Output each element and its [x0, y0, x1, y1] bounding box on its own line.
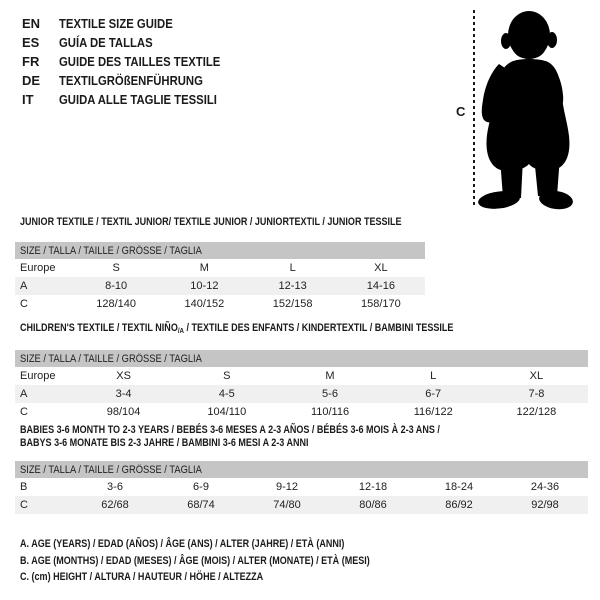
language-code: ES	[22, 35, 40, 50]
size-header-label: SIZE / TALLA / TAILLE / GRÖSSE / TAGLIA	[20, 352, 202, 365]
size-cell: 10-12	[190, 280, 219, 292]
size-cell: 140/152	[184, 298, 225, 310]
row-label: C	[20, 298, 28, 310]
language-code: EN	[22, 16, 41, 31]
language-item	[22, 52, 244, 71]
height-measure-line	[473, 10, 475, 207]
babies-title-line-1: BABIES 3-6 MONTH TO 2-3 YEARS / BEBÉS 3-6 MESES A 2-3 AÑOS / BÉBÉS 3-6 MOIS À 2-3 ANS /	[20, 424, 440, 436]
size-cell: 12-13	[278, 280, 307, 292]
size-cell: 74/80	[273, 499, 301, 511]
junior-size-table	[15, 242, 425, 313]
size-cell: 7-8	[528, 388, 545, 400]
legend-item-a: A. AGE (YEARS) / EDAD (AÑOS) / ÂGE (ANS) / ALTER (JAHRE) / ETÀ (ANNI)	[20, 538, 345, 550]
size-header-label: SIZE / TALLA / TAILLE / GRÖSSE / TAGLIA	[20, 244, 202, 257]
language-code: IT	[22, 92, 34, 107]
size-cell: 12-18	[358, 481, 388, 493]
size-cell: S	[112, 262, 120, 274]
babies-title-line-2: BABYS 3-6 MONATE BIS 2-3 JAHRE / BAMBINI 3-6 MESI A 2-3 ANNI	[20, 437, 309, 449]
size-cell: 152/158	[272, 298, 313, 310]
size-cell: 24-36	[530, 481, 560, 493]
language-item	[22, 33, 244, 52]
size-cell: 9-12	[275, 481, 299, 493]
size-header-label: SIZE / TALLA / TAILLE / GRÖSSE / TAGLIA	[20, 463, 202, 476]
row-label: A	[20, 280, 28, 292]
row-label: C	[20, 499, 28, 511]
babies-textile-section	[15, 424, 588, 514]
size-cell: 128/140	[96, 298, 136, 310]
height-measure-label: C	[456, 104, 466, 119]
size-cell: 92/98	[531, 499, 559, 511]
babies-table-row-c	[15, 496, 588, 514]
nino-a-subscript: /A	[177, 326, 184, 335]
children-size-header-bar	[15, 350, 588, 367]
size-cell: 3-6	[107, 481, 123, 493]
language-code: FR	[22, 54, 40, 69]
junior-table-row-c	[15, 295, 425, 313]
size-cell: 122/128	[516, 406, 557, 418]
row-label: A	[20, 388, 28, 400]
language-item	[22, 14, 244, 33]
size-cell: S	[223, 370, 231, 382]
legend-item-b: B. AGE (MONTHS) / EDAD (MESES) / ÂGE (MOIS) / ALTER (MONATE) / ETÀ (MESI)	[20, 554, 370, 567]
size-cell: 110/116	[310, 406, 350, 418]
size-cell: 3-4	[115, 388, 132, 400]
row-label: B	[20, 481, 28, 493]
size-cell: L	[430, 370, 437, 382]
size-cell: 86/92	[445, 499, 473, 511]
row-label: C	[20, 406, 28, 418]
size-cell: 68/74	[187, 499, 215, 511]
size-cell: 14-16	[366, 280, 395, 292]
children-section-title: CHILDREN'S TEXTILE / TEXTIL $NIÑO_{/A}$ / TEXTILE DES ENFANTS / KINDERTEXTIL / BAMBINI TESSILE	[20, 322, 454, 335]
size-cell: M	[325, 370, 335, 382]
language-title: GUIDA ALLE TAGLIE TESSILI	[59, 92, 217, 107]
language-title-list	[22, 14, 244, 109]
children-size-table	[15, 350, 588, 421]
babies-table-row-b	[15, 478, 588, 496]
row-label: Europe	[20, 370, 56, 382]
junior-size-header-bar	[15, 242, 425, 259]
baby-silhouette-image	[478, 8, 593, 210]
language-title: TEXTILE SIZE GUIDE	[59, 16, 173, 31]
babies-section-title	[20, 424, 588, 450]
children-textile-section	[15, 322, 588, 421]
children-table-row-c	[15, 403, 588, 421]
size-cell: 5-6	[322, 388, 338, 400]
language-title: GUÍA DE TALLAS	[59, 35, 153, 50]
language-code: DE	[22, 73, 41, 88]
children-table-row-a	[15, 385, 588, 403]
size-cell: 18-24	[444, 481, 474, 493]
size-cell: 98/104	[106, 406, 141, 418]
size-cell: L	[289, 262, 296, 274]
language-title: TEXTILGRÖßENFÜHRUNG	[59, 73, 203, 88]
size-cell: XL	[529, 370, 544, 382]
size-cell: 116/122	[413, 406, 453, 418]
row-label: Europe	[20, 262, 56, 274]
size-cell: 62/68	[101, 499, 129, 511]
legend-item-c: C. (cm) HEIGHT / ALTURA / HAUTEUR / HÖHE / ALTEZZA	[20, 571, 264, 583]
size-cell: XS	[116, 370, 131, 382]
size-cell: 158/170	[360, 298, 401, 310]
language-title: GUIDE DES TAILLES TEXTILE	[59, 54, 221, 69]
junior-table-row-a	[15, 277, 425, 295]
size-cell: XL	[374, 262, 388, 274]
language-item	[22, 71, 244, 90]
babies-size-header-bar	[15, 461, 588, 478]
size-cell: 104/110	[207, 406, 247, 418]
children-table-row-europe	[15, 367, 588, 385]
size-cell: 80/86	[359, 499, 387, 511]
size-cell: 4-5	[218, 388, 235, 400]
size-cell: 6-7	[425, 388, 442, 400]
junior-table-row-europe	[15, 259, 425, 277]
size-cell: 8-10	[105, 280, 128, 292]
junior-textile-section	[15, 216, 425, 313]
measurement-legend	[20, 536, 447, 586]
language-item	[22, 90, 244, 109]
junior-section-title: JUNIOR TEXTILE / TEXTIL JUNIOR/ TEXTILE JUNIOR / JUNIORTEXTIL / JUNIOR TESSILE	[20, 216, 402, 228]
size-cell: 6-9	[193, 481, 209, 493]
babies-size-table	[15, 461, 588, 514]
size-cell: M	[199, 262, 209, 274]
